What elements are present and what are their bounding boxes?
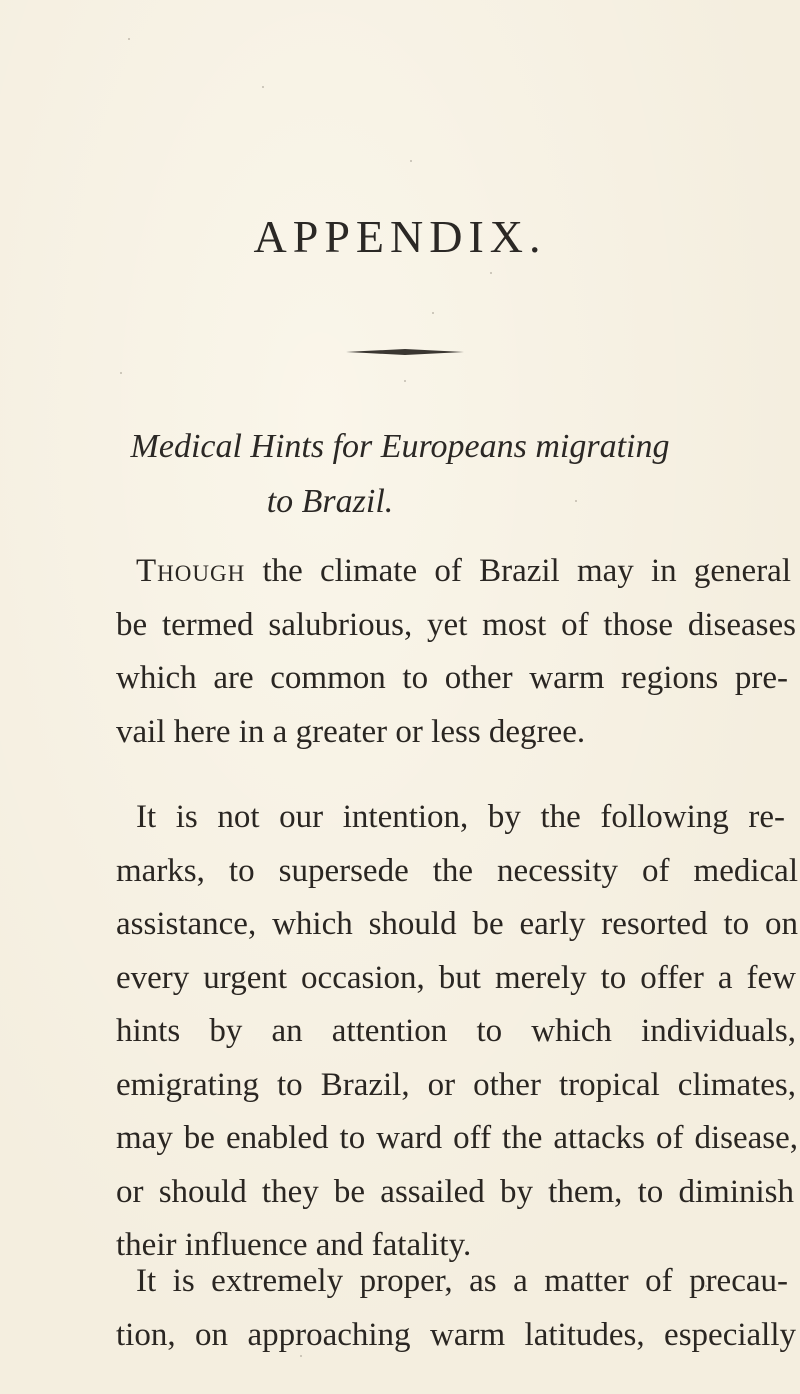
paragraph-line: marks, to supersede the necessity of medical [116,852,798,889]
paragraph-line: their influence and fatality. [116,1227,472,1263]
paragraph-line: or should they be assailed by them, to diminish [116,1173,794,1210]
paragraph-line: assistance, which should be early resorted to on [116,906,798,942]
subtitle-line-1: Medical Hints for Europeans migrating [130,428,670,465]
paper-speck [432,312,434,314]
line-text: the climate of Brazil may in general [245,553,791,589]
paragraph-1 [116,545,800,759]
paragraph-line [116,545,791,599]
paragraph-line: It is extremely proper, as a matter of precau- [136,1263,788,1299]
paper-speck [410,160,412,162]
paper-speck [490,272,492,274]
drop-word: Though [136,553,246,589]
paragraph-line: may be enabled to ward off the attacks of disease, [116,1120,798,1156]
paragraph-3 [116,1255,800,1362]
paragraph-line: be termed salubrious, yet most of those diseases [116,606,796,643]
paper-speck [120,372,122,374]
paragraph-line: which are common to other warm regions pre- [116,660,788,696]
ornamental-rule [346,348,464,356]
paper-speck [262,86,264,88]
paper-speck [128,38,130,40]
paper-speck [404,380,406,382]
paragraph-line: every urgent occasion, but merely to offer a few [116,959,796,996]
paragraph-line: It is not our intention, by the following re- [136,799,785,835]
paragraph-line: hints by an attention to which individuals, [116,1013,796,1049]
subtitle-line-2: to Brazil. [266,483,394,520]
paragraph-line: tion, on approaching warm latitudes, especially [116,1316,796,1353]
paragraph-2 [116,791,800,1273]
paragraph-line: emigrating to Brazil, or other tropical climates, [116,1066,796,1103]
page-title: APPENDIX. [253,211,547,262]
paragraph-line: vail here in a greater or less degree. [116,713,586,750]
